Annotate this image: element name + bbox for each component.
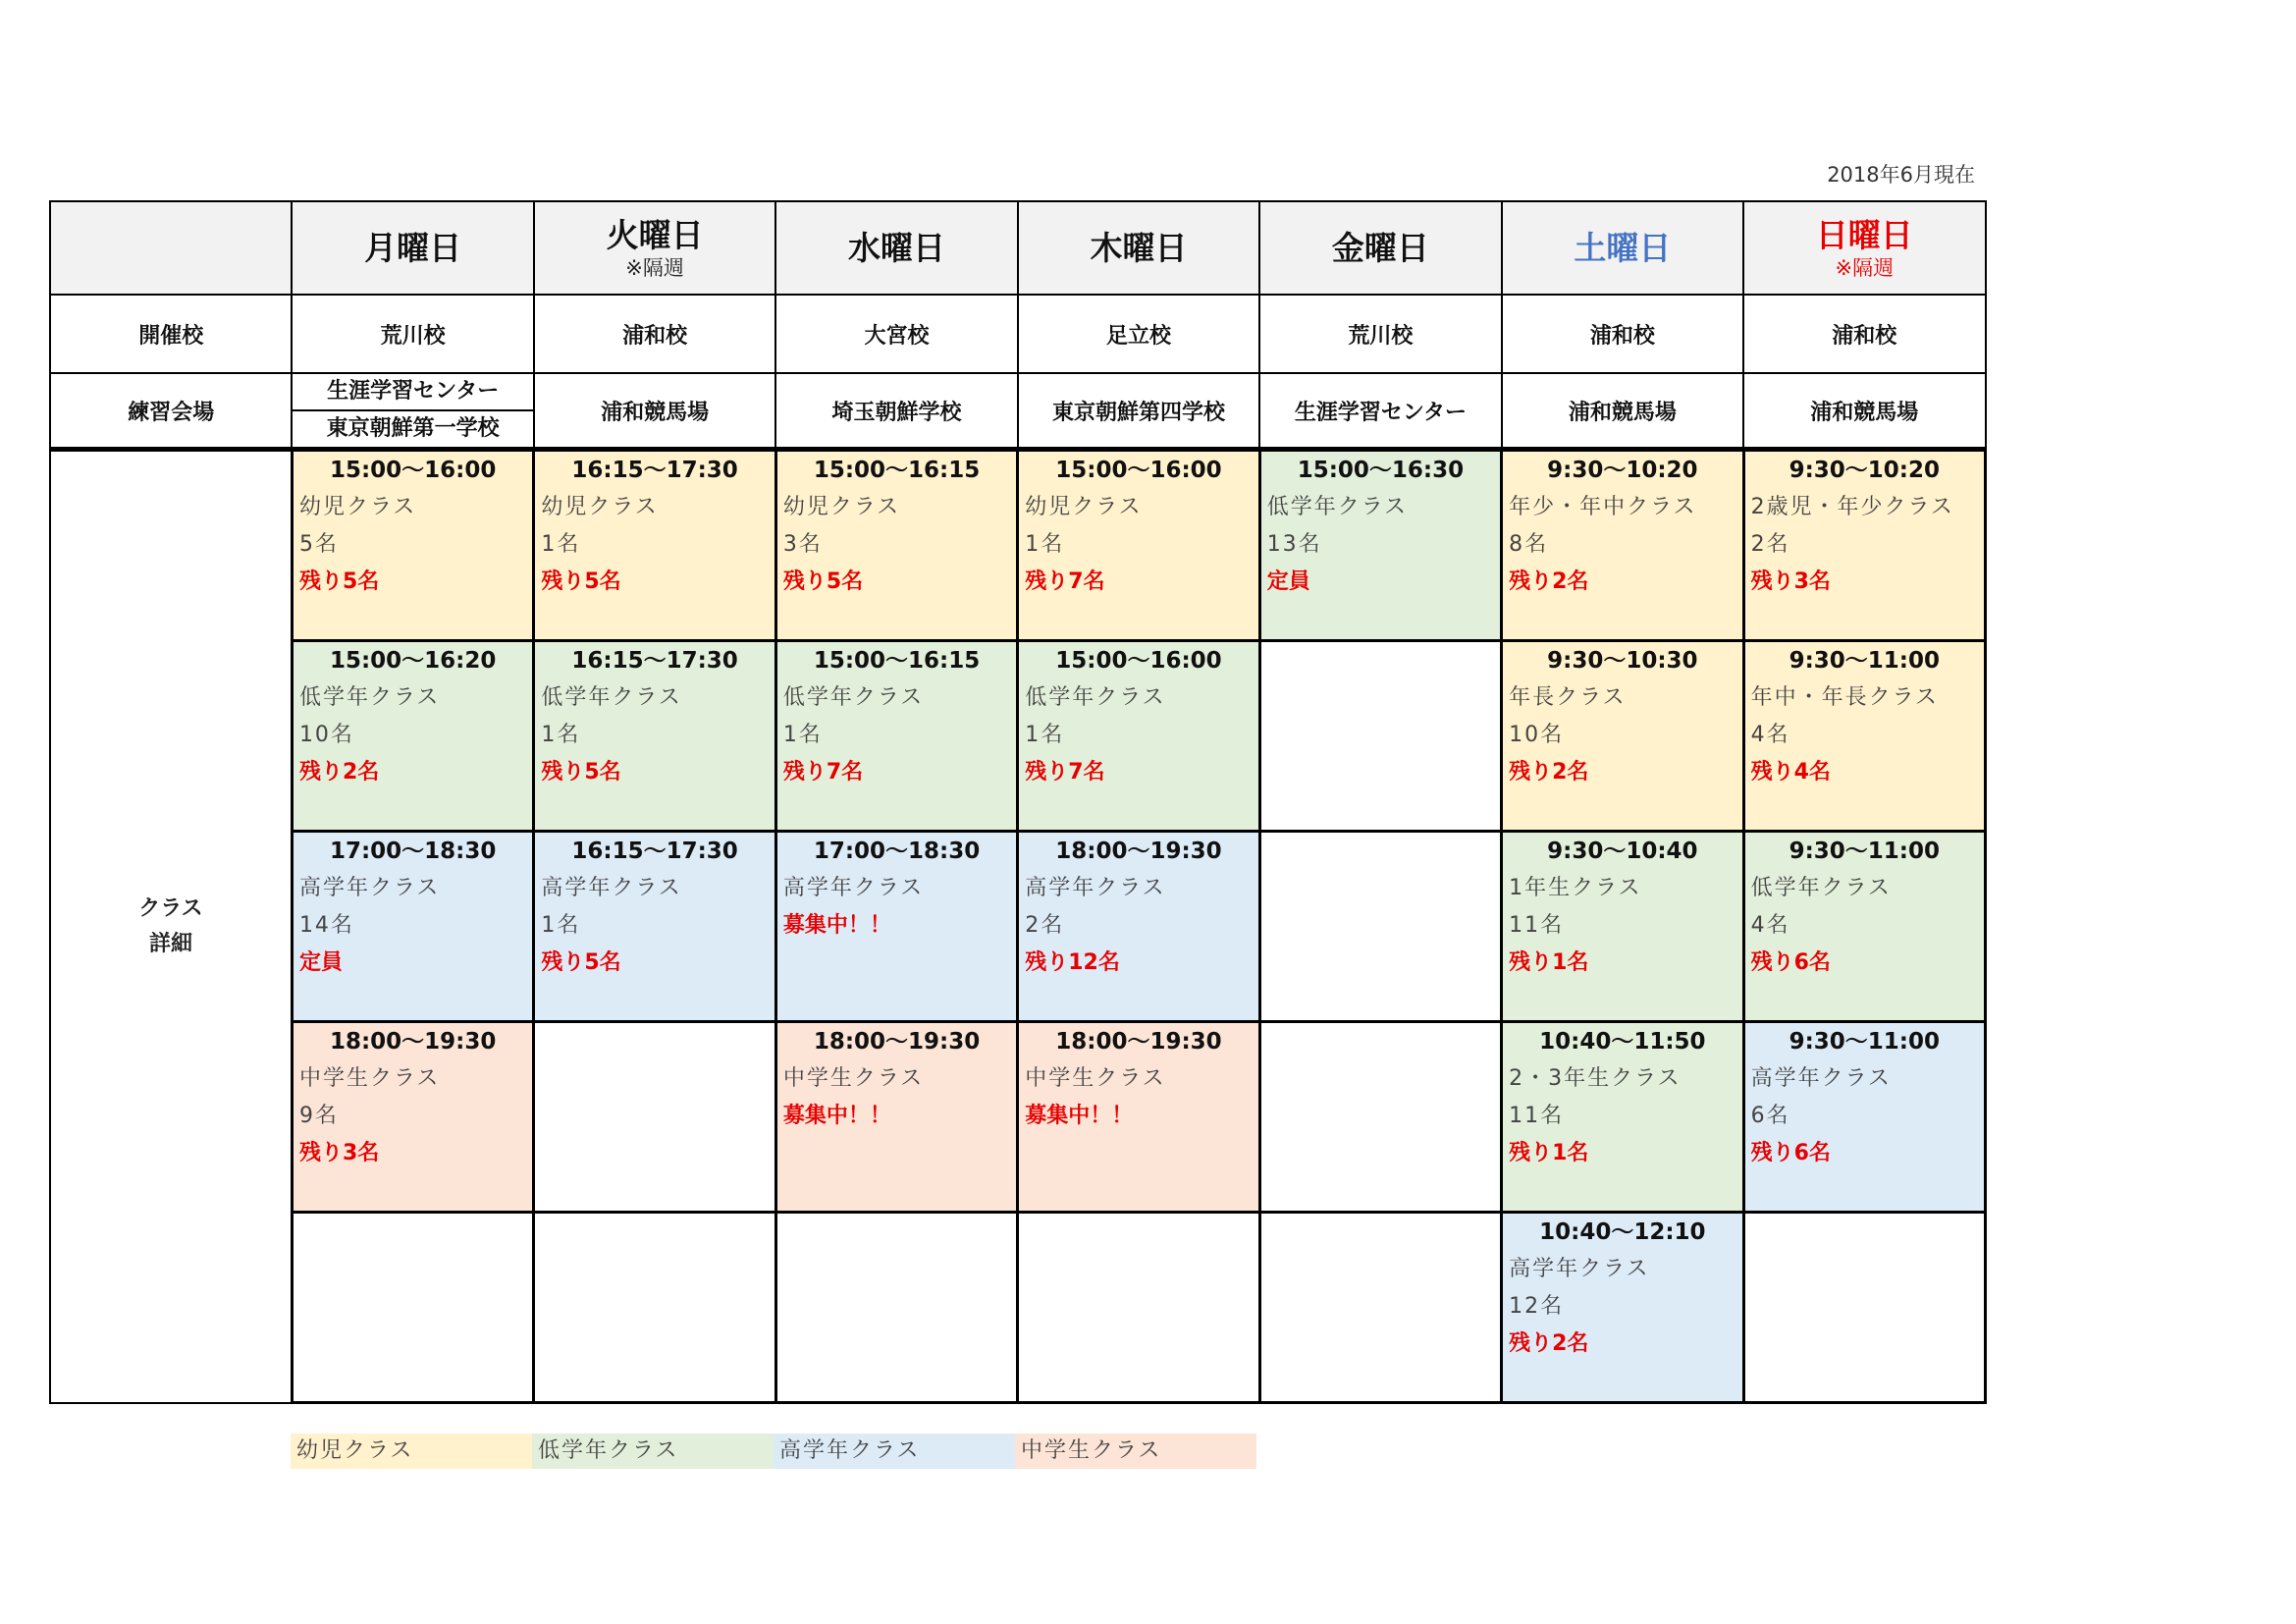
class-slot-cell — [1743, 641, 1985, 832]
class-slot-cell — [775, 832, 1017, 1022]
venue-cell: 浦和競馬場 — [1743, 373, 1985, 450]
class-slot-cell — [1502, 1213, 1743, 1403]
class-slot-cell — [1259, 1022, 1501, 1213]
slot-class-name: 幼児クラス — [298, 495, 417, 519]
class-slot-cell — [534, 832, 775, 1022]
day-label: 日曜日 — [1815, 215, 1913, 254]
class-slot-cell — [1018, 832, 1259, 1022]
slot-time: 15:00〜16:30 — [1297, 458, 1465, 483]
slot-class-name: 低学年クラス — [782, 685, 925, 710]
slot-class-name: 高学年クラス — [1509, 1257, 1650, 1281]
slot-time: 16:15〜17:30 — [571, 458, 738, 483]
day-label: 金曜日 — [1331, 228, 1429, 267]
slot-enrolled-count: 13名 — [1266, 532, 1322, 557]
slot-status: 残り5名 — [541, 760, 621, 785]
slot-enrolled-count: 11名 — [1509, 913, 1565, 938]
class-detail-label-line: クラス — [138, 895, 203, 921]
slot-status: 残り4名 — [1750, 760, 1831, 785]
school-row-label: 開催校 — [50, 295, 292, 373]
slot-class-name: 2歳児・年少クラス — [1750, 495, 1954, 519]
class-detail-label-line: 詳細 — [148, 931, 192, 956]
slot-time: 10:40〜12:10 — [1539, 1219, 1706, 1245]
slot-enrolled-count: 2名 — [1025, 913, 1065, 938]
school-cell: 足立校 — [1018, 295, 1259, 373]
slot-class-name: 幼児クラス — [782, 495, 901, 519]
class-slot-cell — [1502, 1022, 1743, 1213]
slot-class-name: 2・3年生クラス — [1509, 1066, 1682, 1091]
slot-time: 9:30〜11:00 — [1789, 1029, 1940, 1055]
slot-enrolled-count: 1名 — [1025, 723, 1065, 747]
day-note: ※隔週 — [625, 255, 684, 280]
slot-status: 残り2名 — [1509, 1331, 1589, 1356]
slot-time: 18:00〜19:30 — [1055, 839, 1222, 864]
slot-time: 18:00〜19:30 — [813, 1029, 981, 1055]
slot-enrolled-count: 1名 — [541, 532, 581, 557]
class-slot-cell — [1743, 832, 1985, 1022]
school-cell: 浦和校 — [1743, 295, 1985, 373]
school-cell: 荒川校 — [1259, 295, 1501, 373]
class-slot-row — [50, 1213, 1986, 1403]
venue-cell: 浦和競馬場 — [1502, 373, 1743, 450]
slot-class-name: 中学生クラス — [1025, 1066, 1166, 1091]
slot-status: 残り7名 — [1025, 569, 1105, 594]
slot-class-name: 低学年クラス — [298, 685, 441, 710]
slot-class-name: 幼児クラス — [541, 495, 659, 519]
school-cell: 浦和校 — [1502, 295, 1743, 373]
day-label: 火曜日 — [606, 215, 704, 254]
slot-class-name: 中学生クラス — [782, 1066, 925, 1091]
slot-status: 残り7名 — [1025, 760, 1105, 785]
school-cell: 浦和校 — [534, 295, 775, 373]
class-slot-cell — [1743, 1213, 1985, 1403]
slot-time: 9:30〜10:20 — [1547, 458, 1698, 483]
venue-cell: 浦和競馬場 — [534, 373, 775, 450]
class-slot-cell — [1502, 641, 1743, 832]
venue-row-label: 練習会場 — [50, 373, 292, 450]
class-slot-cell — [1018, 450, 1259, 641]
class-slot-cell — [1259, 1213, 1501, 1403]
slot-enrolled-count: 10名 — [298, 723, 354, 747]
slot-enrolled-count: 10名 — [1509, 723, 1565, 747]
class-slot-cell — [292, 1022, 533, 1213]
slot-time: 9:30〜10:40 — [1547, 839, 1698, 864]
day-header-row — [50, 201, 1986, 295]
slot-status: 残り5名 — [541, 569, 621, 594]
slot-status: 定員 — [298, 950, 343, 975]
class-slot-cell — [1502, 450, 1743, 641]
day-header-saturday — [1502, 201, 1743, 295]
slot-status: 定員 — [1266, 569, 1310, 594]
header-corner — [50, 201, 292, 295]
slot-time: 17:00〜18:30 — [329, 839, 497, 864]
slot-enrolled-count: 4名 — [1750, 723, 1790, 747]
legend-junior-high-class: 中学生クラス — [1015, 1434, 1256, 1469]
slot-class-name: 低学年クラス — [1750, 876, 1892, 900]
class-slot-cell — [534, 1022, 775, 1213]
slot-class-name: 低学年クラス — [1025, 685, 1166, 710]
slot-time: 15:00〜16:20 — [329, 648, 497, 674]
slot-time: 18:00〜19:30 — [329, 1029, 497, 1055]
slot-enrolled-count: 12名 — [1509, 1294, 1565, 1319]
venue-row — [50, 373, 1986, 450]
class-slot-cell — [1018, 641, 1259, 832]
slot-time: 9:30〜11:00 — [1789, 648, 1940, 674]
slot-time: 16:15〜17:30 — [571, 648, 738, 674]
class-slot-cell — [1743, 1022, 1985, 1213]
class-slot-cell — [775, 1213, 1017, 1403]
slot-time: 15:00〜16:15 — [813, 458, 981, 483]
slot-enrolled-count: 5名 — [298, 532, 339, 557]
day-header-sunday — [1743, 201, 1985, 295]
slot-time: 15:00〜16:00 — [329, 458, 497, 483]
slot-time: 16:15〜17:30 — [571, 839, 738, 864]
class-slot-cell — [775, 1022, 1017, 1213]
class-slot-cell — [534, 450, 775, 641]
day-header-monday — [292, 201, 533, 295]
class-slot-cell — [1018, 1022, 1259, 1213]
slot-enrolled-count: 3名 — [782, 532, 823, 557]
slot-status: 残り1名 — [1509, 950, 1589, 975]
color-legend — [291, 1434, 1256, 1469]
class-slot-cell — [1259, 832, 1501, 1022]
venue-cell: 埼玉朝鮮学校 — [775, 373, 1017, 450]
class-slot-cell — [534, 641, 775, 832]
slot-class-name: 低学年クラス — [1266, 495, 1409, 519]
slot-class-name: 年長クラス — [1509, 685, 1627, 710]
slot-class-name: 低学年クラス — [541, 685, 682, 710]
day-label: 土曜日 — [1574, 228, 1672, 267]
venue-cell: 生涯学習センター — [1259, 373, 1501, 450]
slot-status: 残り5名 — [541, 950, 621, 975]
school-cell: 荒川校 — [292, 295, 533, 373]
class-slot-cell — [1259, 641, 1501, 832]
slot-enrolled-count: 2名 — [1750, 532, 1790, 557]
day-label: 月曜日 — [364, 228, 462, 267]
slot-status: 残り6名 — [1750, 1141, 1831, 1165]
class-slot-cell — [292, 1213, 533, 1403]
slot-enrolled-count: 6名 — [1750, 1104, 1790, 1128]
class-slot-cell — [1502, 832, 1743, 1022]
slot-enrolled-count: 1名 — [782, 723, 823, 747]
slot-time: 9:30〜10:20 — [1789, 458, 1940, 483]
venue-cell: 東京朝鮮第四学校 — [1018, 373, 1259, 450]
slot-enrolled-count: 11名 — [1509, 1104, 1565, 1128]
slot-time: 9:30〜10:30 — [1547, 648, 1698, 674]
slot-time: 18:00〜19:30 — [1055, 1029, 1222, 1055]
class-slot-row — [50, 450, 1986, 641]
slot-time: 9:30〜11:00 — [1789, 839, 1940, 864]
slot-enrolled-count: 14名 — [298, 913, 354, 938]
slot-class-name: 幼児クラス — [1025, 495, 1143, 519]
slot-status: 募集中！！ — [782, 913, 891, 938]
venue-name: 東京朝鮮第一学校 — [293, 409, 532, 447]
slot-class-name: 中学生クラス — [298, 1066, 441, 1091]
day-label: 木曜日 — [1090, 228, 1188, 267]
slot-enrolled-count: 8名 — [1509, 532, 1549, 557]
class-slot-cell — [775, 450, 1017, 641]
slot-status: 募集中！！ — [782, 1104, 891, 1128]
class-slot-cell — [292, 832, 533, 1022]
day-header-wednesday — [775, 201, 1017, 295]
slot-enrolled-count: 9名 — [298, 1104, 339, 1128]
venue-cell-monday — [292, 373, 533, 450]
day-header-friday — [1259, 201, 1501, 295]
slot-enrolled-count: 4名 — [1750, 913, 1790, 938]
slot-class-name: 高学年クラス — [298, 876, 441, 900]
day-label: 水曜日 — [848, 228, 946, 267]
slot-class-name: 高学年クラス — [782, 876, 925, 900]
class-slot-cell — [775, 641, 1017, 832]
school-cell: 大宮校 — [775, 295, 1017, 373]
class-slot-cell — [534, 1213, 775, 1403]
slot-enrolled-count: 1名 — [541, 913, 581, 938]
slot-time: 15:00〜16:00 — [1055, 458, 1222, 483]
slot-class-name: 年少・年中クラス — [1509, 495, 1697, 519]
legend-lower-grade-class: 低学年クラス — [532, 1434, 774, 1469]
class-slot-cell — [292, 641, 533, 832]
day-note: ※隔週 — [1835, 255, 1895, 280]
slot-time: 15:00〜16:00 — [1055, 648, 1222, 674]
class-schedule-table — [49, 200, 1987, 1404]
slot-time: 17:00〜18:30 — [813, 839, 981, 864]
legend-kid-class: 幼児クラス — [291, 1434, 532, 1469]
legend-upper-grade-class: 高学年クラス — [774, 1434, 1015, 1469]
day-header-thursday — [1018, 201, 1259, 295]
slot-status: 残り1名 — [1509, 1141, 1589, 1165]
slot-status: 残り12名 — [1025, 950, 1120, 975]
slot-time: 10:40〜11:50 — [1539, 1029, 1706, 1055]
slot-status: 残り3名 — [298, 1141, 380, 1165]
slot-status: 残り7名 — [782, 760, 864, 785]
slot-status: 残り6名 — [1750, 950, 1831, 975]
slot-class-name: 高学年クラス — [1750, 1066, 1892, 1091]
slot-status: 残り5名 — [782, 569, 864, 594]
slot-status: 残り2名 — [298, 760, 380, 785]
class-detail-label — [50, 450, 292, 1403]
slot-class-name: 高学年クラス — [1025, 876, 1166, 900]
slot-status: 募集中！！ — [1025, 1104, 1134, 1128]
class-slot-cell — [1743, 450, 1985, 641]
school-row — [50, 295, 1986, 373]
venue-name: 生涯学習センター — [327, 379, 500, 404]
class-slot-cell — [1259, 450, 1501, 641]
class-slot-cell — [1018, 1213, 1259, 1403]
slot-enrolled-count: 1名 — [1025, 532, 1065, 557]
slot-class-name: 1年生クラス — [1509, 876, 1642, 900]
slot-status: 残り3名 — [1750, 569, 1831, 594]
slot-time: 15:00〜16:15 — [813, 648, 981, 674]
slot-status: 残り2名 — [1509, 760, 1589, 785]
slot-class-name: 年中・年長クラス — [1750, 685, 1939, 710]
class-slot-row — [50, 832, 1986, 1022]
slot-status: 残り5名 — [298, 569, 380, 594]
class-slot-row — [50, 641, 1986, 832]
slot-status: 残り2名 — [1509, 569, 1589, 594]
day-header-tuesday — [534, 201, 775, 295]
slot-enrolled-count: 1名 — [541, 723, 581, 747]
as-of-date: 2018年6月現在 — [1827, 163, 1975, 187]
class-slot-row — [50, 1022, 1986, 1213]
class-slot-cell — [292, 450, 533, 641]
slot-class-name: 高学年クラス — [541, 876, 682, 900]
